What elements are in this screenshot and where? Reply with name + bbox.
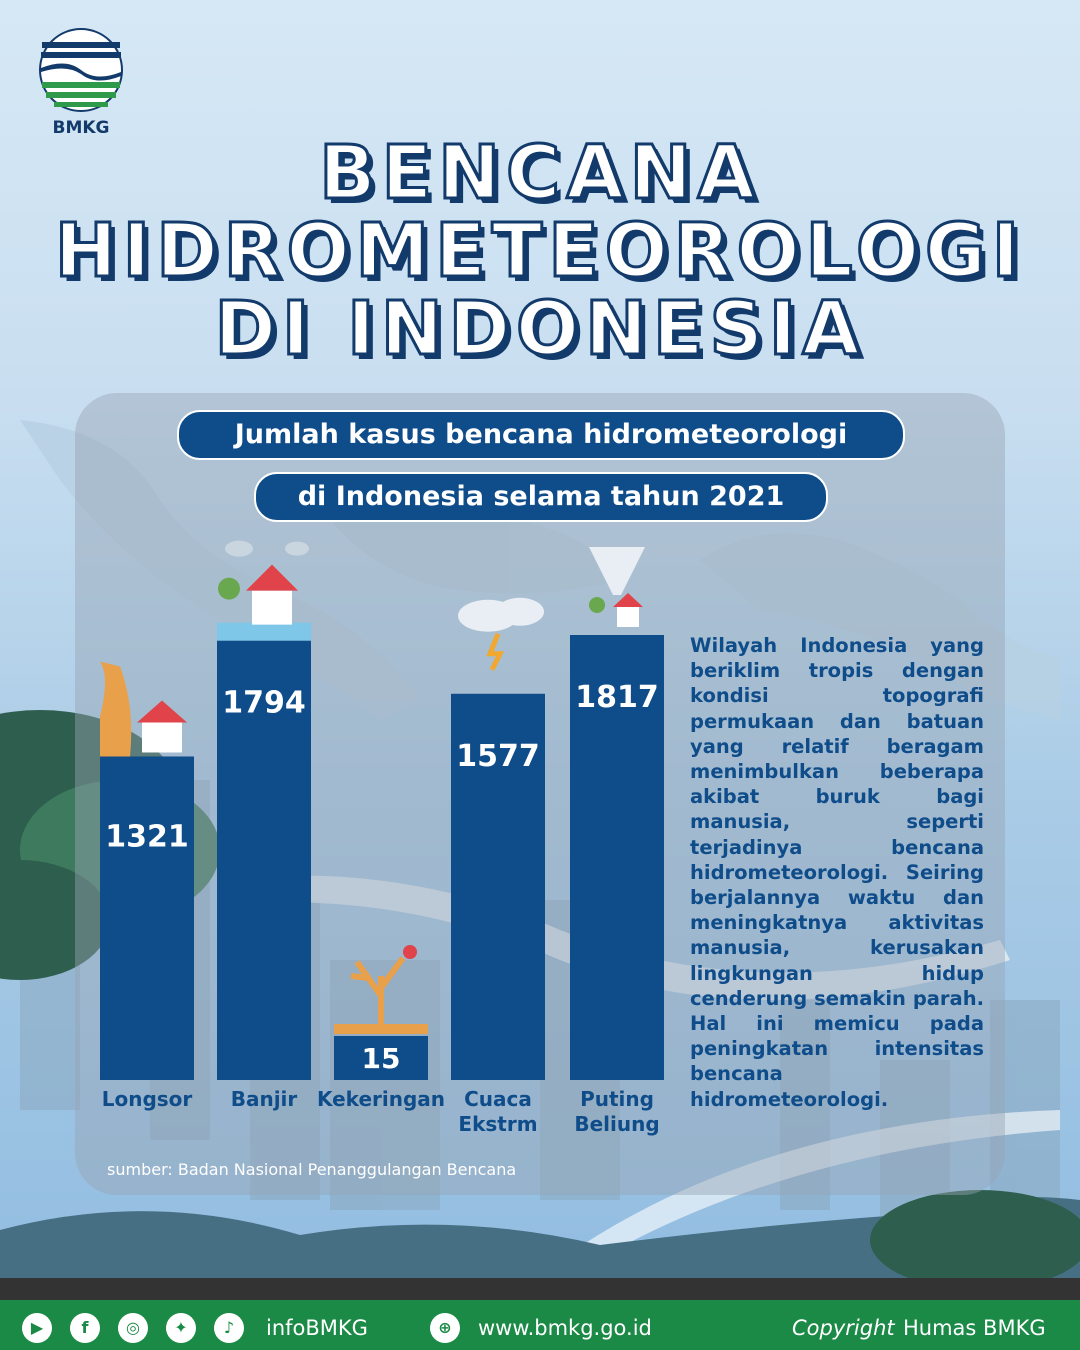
storm-icon xyxy=(458,598,544,670)
drought-icon xyxy=(334,945,428,1034)
landslide-icon xyxy=(100,661,187,756)
bar-longsor xyxy=(100,756,194,1080)
flood-icon xyxy=(217,541,311,641)
tornado-icon xyxy=(589,547,645,627)
bar-value-label: 15 xyxy=(361,1042,401,1075)
footer-road xyxy=(0,1278,1080,1300)
subtitle-line-2: di Indonesia selama tahun 2021 xyxy=(254,472,828,522)
bar-value-label: 1817 xyxy=(575,680,659,715)
category-label: Banjir xyxy=(230,1087,298,1111)
bmkg-logo-text: BMKG xyxy=(52,118,110,138)
category-label: Longsor xyxy=(101,1087,193,1111)
title-line-3: DI INDONESIA xyxy=(214,286,866,372)
globe-icon: ⊕ xyxy=(430,1313,460,1343)
bar-value-label: 1794 xyxy=(222,685,306,721)
subtitle-line-1: Jumlah kasus bencana hidrometeorologi xyxy=(177,410,905,460)
tiktok-icon[interactable]: ♪ xyxy=(214,1313,244,1343)
bar-value-label: 1577 xyxy=(456,738,540,774)
copyright-owner: Humas BMKG xyxy=(903,1316,1046,1340)
category-label: Beliung xyxy=(574,1112,660,1136)
category-label: Ekstrm xyxy=(458,1112,538,1136)
website-link[interactable]: www.bmkg.go.id xyxy=(478,1316,652,1340)
twitter-icon[interactable]: ✦ xyxy=(166,1313,196,1343)
instagram-icon[interactable]: ◎ xyxy=(118,1313,148,1343)
social-handle[interactable]: infoBMKG xyxy=(266,1316,368,1340)
category-label: Cuaca xyxy=(464,1087,532,1111)
facebook-icon[interactable]: f xyxy=(70,1313,100,1343)
category-label: Puting xyxy=(580,1087,654,1111)
category-label: Kekeringan xyxy=(316,1087,446,1111)
copyright-label: Copyright xyxy=(792,1316,895,1340)
bar-value-label: 1321 xyxy=(105,819,189,855)
youtube-icon[interactable]: ▶ xyxy=(22,1313,52,1343)
description-text: Wilayah Indonesia yang beriklim tropis dengan kondisi topografi permukaan dan batuan yang relatif beragam menimbulkan beberapa akibat buruk bagi manusia, seperti terjadinya bencana hidrometeorologi. Seiring berjalannya waktu dan meningkatnya aktivitas manusia, kerusakan lingkungan hidup cenderung semakin parah. Hal ini memicu pada peningkatan intensitas bencana hidrometeorologi. xyxy=(690,634,984,1111)
title-line-1: BENCANA xyxy=(319,130,761,216)
title-line-2: HIDROMETEOROLOGI xyxy=(54,208,1026,294)
source-text: sumber: Badan Nasional Penanggulangan Bencana xyxy=(107,1160,517,1179)
